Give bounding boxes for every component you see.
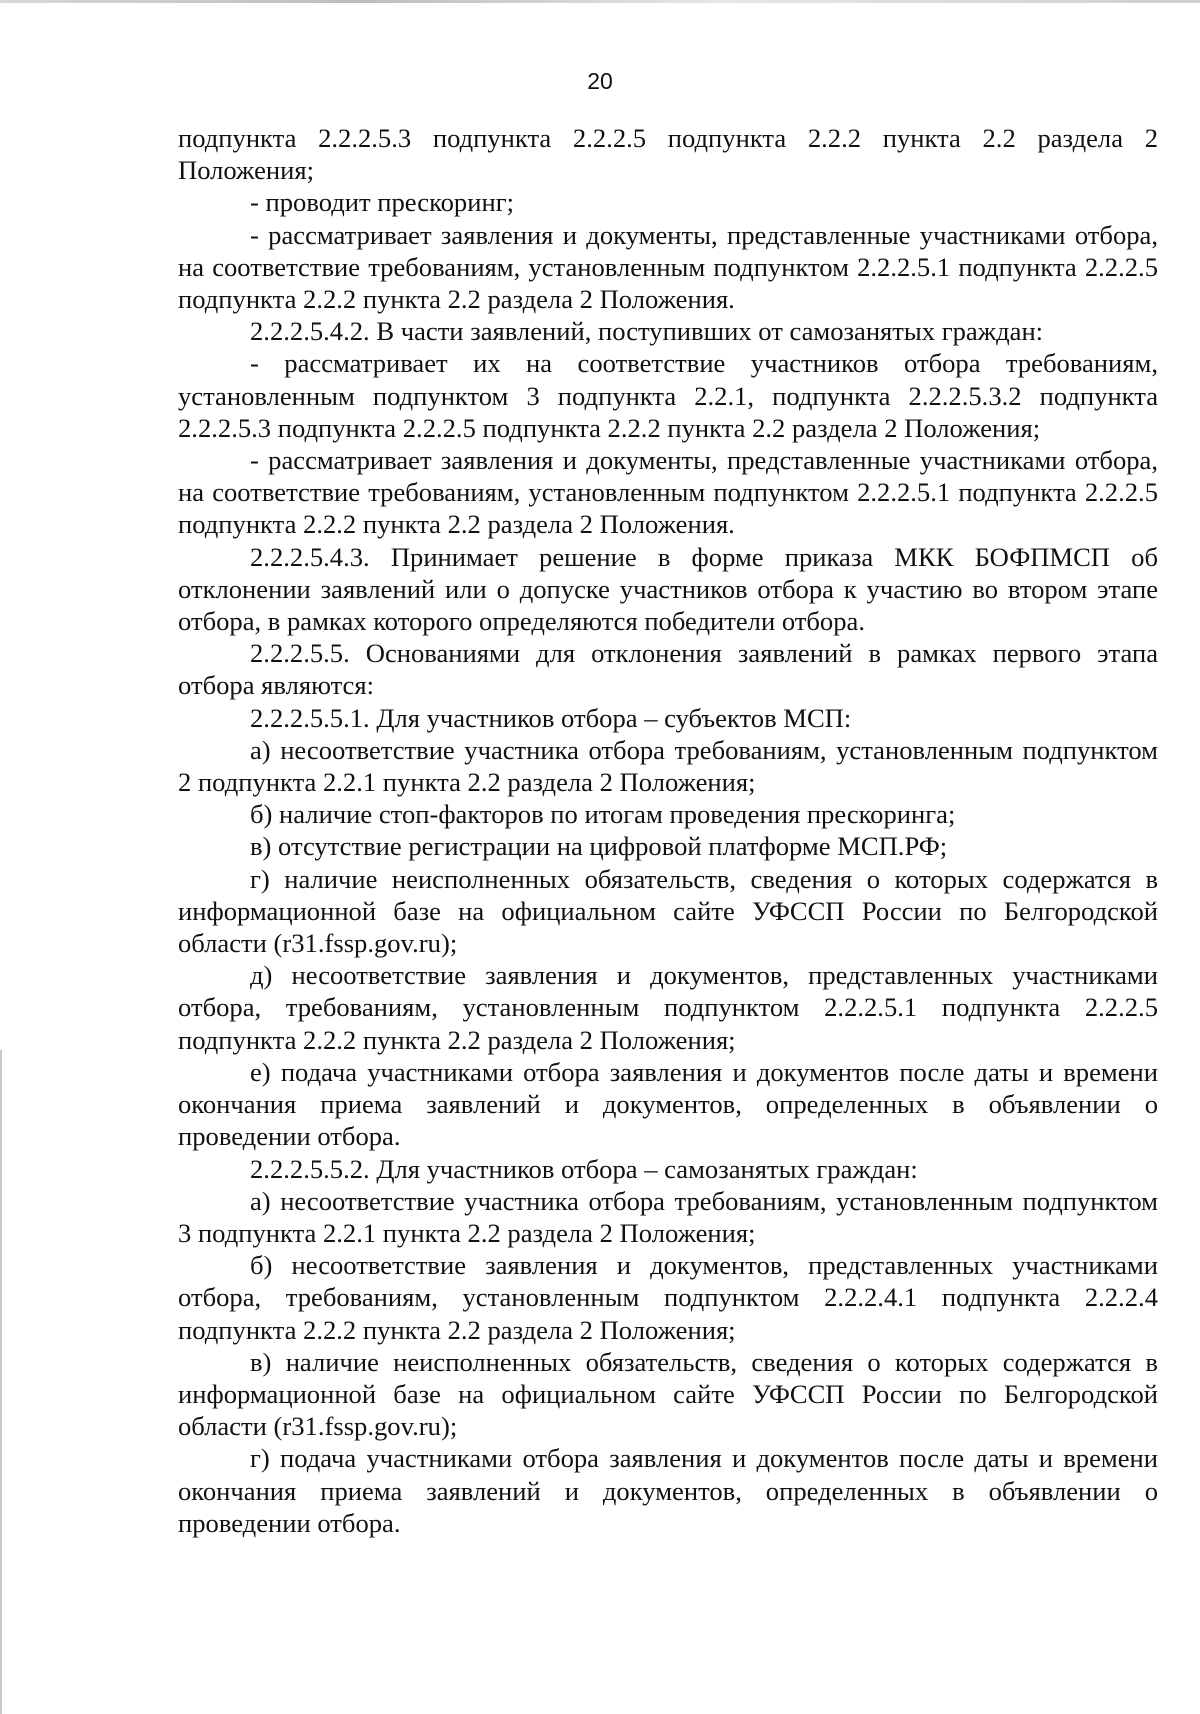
list-item-d-1: д) несоответствие заявления и документов, представленных участниками отбора, требованиям, установленным подпунктом 2.2.2.5.1 подпункта 2.2.2.5 подпункта 2.2.2 пункта 2.2 раздела 2 Положения;: [178, 960, 1158, 1055]
paragraph-clause-2-2-2-5-4-3: 2.2.2.5.4.3. Принимает решение в форме приказа МКК БОФПМСП об отклонении заявлений или о допуске участников отбора к участию во втором этапе отбора, в рамках которого определяются победители отбора.: [178, 541, 1158, 637]
paragraph-review-self-employed: - рассматривает их на соответствие участников отбора требованиям, установленным подпунктом 3 подпункта 2.2.1, подпункта 2.2.2.5.3.2 подпункта 2.2.2.5.3 подпункта 2.2.2.5 подпункта 2.2.2 пункта 2.2 раздела 2 Положения;: [178, 348, 1158, 443]
list-item-v-1: в) отсутствие регистрации на цифровой платформе МСП.РФ;: [250, 831, 948, 862]
page-number: 20: [587, 68, 613, 94]
paragraph-clause-2-2-2-5-5: 2.2.2.5.5. Основаниями для отклонения заявлений в рамках первого этапа отбора являются:: [178, 638, 1158, 701]
list-item-a-2: а) несоответствие участника отбора требованиям, установленным подпунктом 3 подпункта 2.2.1 пункта 2.2 раздела 2 Положения;: [178, 1185, 1158, 1248]
paragraph-clause-2-2-2-5-5-1: 2.2.2.5.5.1. Для участников отбора – субъектов МСП:: [250, 702, 852, 733]
paragraph-continuation: подпункта 2.2.2.5.3 подпункта 2.2.2.5 подпункта 2.2.2 пункта 2.2 раздела 2 Положения;: [178, 123, 1158, 186]
document-body: [178, 122, 1158, 1539]
list-item-g-2: г) подача участниками отбора заявления и документов после даты и времени окончания приема заявлений и документов, определенных в объявлении о проведении отбора.: [178, 1443, 1158, 1538]
paragraph-clause-2-2-2-5-5-2: 2.2.2.5.5.2. Для участников отбора – самозанятых граждан:: [250, 1153, 918, 1184]
list-item-v-2: в) наличие неисполненных обязательств, сведения о которых содержатся в информационной базе на официальном сайте УФССП России по Белгородской области (r31.fssp.gov.ru);: [178, 1346, 1158, 1442]
paragraph-clause-2-2-2-5-4-2: 2.2.2.5.4.2. В части заявлений, поступивших от самозанятых граждан:: [250, 316, 1044, 347]
list-item-b-1: б) наличие стоп-факторов по итогам проведения прескоринга;: [250, 799, 956, 830]
paragraph-review-documents: - рассматривает заявления и документы, представленные участниками отбора, на соответствие требованиям, установленным подпунктом 2.2.2.5.1 подпункта 2.2.2.5 подпункта 2.2.2 пункта 2.2 раздела 2 Положения.: [178, 219, 1158, 315]
paragraph-review-documents-2: - рассматривает заявления и документы, представленные участниками отбора, на соответствие требованиям, установленным подпунктом 2.2.2.5.1 подпункта 2.2.2.5 подпункта 2.2.2 пункта 2.2 раздела 2 Положения.: [178, 445, 1158, 540]
paragraph-prescoring: - проводит прескоринг;: [250, 187, 514, 218]
scan-left-edge: [0, 1050, 2, 1714]
list-item-b-2: б) несоответствие заявления и документов, представленных участниками отбора, требованиям, установленным подпунктом 2.2.2.4.1 подпункта 2.2.2.4 подпункта 2.2.2 пункта 2.2 раздела 2 Положения;: [178, 1250, 1158, 1345]
list-item-g-1: г) наличие неисполненных обязательств, сведения о которых содержатся в информационной базе на официальном сайте УФССП России по Белгородской области (r31.fssp.gov.ru);: [178, 863, 1158, 959]
list-item-e-1: е) подача участниками отбора заявления и документов после даты и времени окончания приема заявлений и документов, определенных в объявлении о проведении отбора.: [178, 1056, 1158, 1152]
list-item-a-1: а) несоответствие участника отбора требованиям, установленным подпунктом 2 подпункта 2.2.1 пункта 2.2 раздела 2 Положения;: [178, 734, 1158, 798]
scan-top-edge: [0, 0, 1200, 3]
